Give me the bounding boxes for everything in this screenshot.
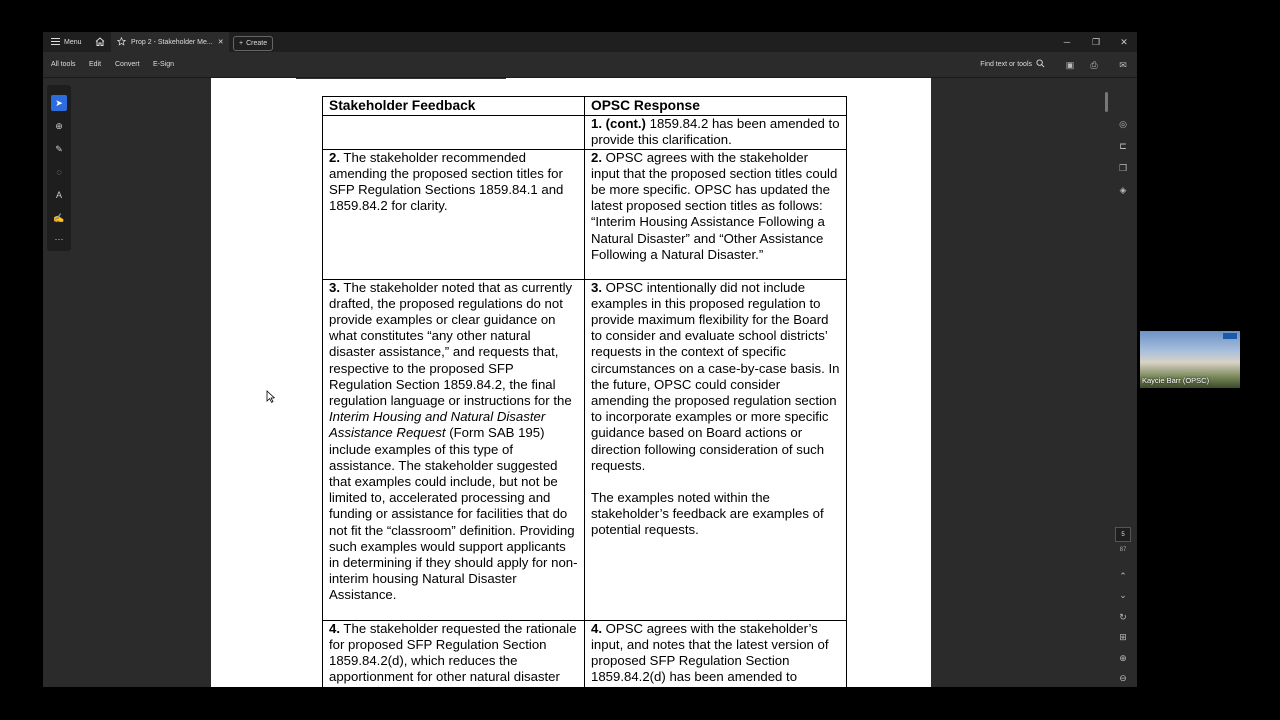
more-tools-icon[interactable]: ⋯ — [54, 233, 64, 244]
menu-convert[interactable]: Convert — [115, 61, 140, 68]
page-rule — [296, 78, 506, 79]
minimize-icon: ─ — [1063, 37, 1071, 47]
chevron-down-icon[interactable]: ⌄ — [1119, 589, 1127, 600]
page-total: 87 — [1119, 547, 1127, 553]
response-number: 2. — [591, 149, 602, 165]
pdf-viewer-window — [43, 32, 1137, 701]
feedback-text: The stakeholder noted that as currently drafted, the proposed regulations do not provide examples or clear guidance on what constitutes “any other natural disaster assistance,” and requests that, respective to the proposed SFP Regulation Section 1859.84.2, the final regulation language or instructions for the — [329, 279, 573, 409]
video-thumbnail[interactable] — [1140, 331, 1240, 388]
response-number: 4. — [591, 620, 602, 636]
pen-icon[interactable]: ✎ — [55, 143, 63, 154]
feedback-text-cont: (Form SAB 195) include examples of this type of assistance. The stakeholder suggested that examples could include, but not be limited to, accelerated processing and funding or assistance for facilities that do not fit the “classroom” definition. Providing such examples would support applicants in determining if they should apply for non-interim housing Natural Disaster Assistance. — [329, 425, 578, 603]
comment-icon[interactable]: ◎ — [1119, 118, 1127, 129]
right-sidebar — [1110, 78, 1137, 687]
response-number: 3. — [591, 279, 602, 295]
response-text: 1859.84.2 has been amended to provide this clarification. — [591, 116, 840, 148]
response-text: OPSC agrees with the stakeholder input that the proposed section titles could be more specific. OPSC has updated the latest proposed section titles as follows: “Interim Housing Assistance Following a Natural Disaster” and “Other Assistance Following a Natural Disaster.” — [591, 149, 838, 262]
response-cell — [585, 279, 847, 620]
quick-tools-rail — [47, 85, 71, 251]
feedback-table — [322, 96, 847, 703]
select-cursor-icon[interactable]: ➤ — [51, 95, 67, 111]
find-text-or-tools[interactable] — [980, 52, 1045, 77]
bookmark-icon[interactable]: ⊏ — [1119, 140, 1127, 151]
menu-all-tools[interactable]: All tools — [51, 61, 76, 68]
table-row — [323, 620, 847, 702]
save-icon[interactable]: ▣ — [1065, 59, 1075, 70]
restore-icon: ❐ — [1091, 36, 1101, 47]
menu-e-sign[interactable]: E-Sign — [153, 61, 175, 68]
feedback-text: The stakeholder recommended amending the proposed section titles for SFP Regulation Sections 1859.84.1 and 1859.84.2 for clarity. — [329, 149, 564, 214]
find-label: Find text or tools — [980, 61, 1032, 68]
print-icon[interactable]: ⎙ — [1090, 59, 1098, 70]
create-label: Create — [246, 39, 268, 47]
table-row — [323, 116, 847, 149]
video-badge — [1223, 333, 1237, 339]
vertical-scrollbar[interactable] — [1105, 92, 1108, 112]
feedback-text: The stakeholder requested the rationale for proposed SFP Regulation Section 1859.84.2(d), which reduces the apportionment for other natural disaster assistance by 60 percent of — [329, 620, 577, 701]
tab-document[interactable] — [111, 32, 229, 52]
menu-button[interactable] — [51, 32, 82, 52]
feedback-cell — [323, 116, 585, 149]
create-button[interactable] — [233, 36, 273, 51]
signature-icon[interactable]: ✍ — [53, 212, 65, 223]
feedback-cell — [323, 620, 585, 702]
title-bar — [43, 32, 1137, 52]
pages-icon[interactable]: ❒ — [1118, 162, 1128, 173]
layers-icon[interactable]: ◈ — [1119, 184, 1127, 195]
rotate-icon[interactable]: ↻ — [1119, 611, 1127, 622]
menu-edit[interactable]: Edit — [89, 61, 102, 68]
hamburger-icon — [51, 38, 60, 47]
pdf-page — [211, 78, 931, 701]
feedback-number: 4. — [329, 620, 340, 636]
response-number: 1. (cont.) — [591, 116, 646, 132]
menu-label: Menu — [64, 38, 82, 46]
zoom-out-icon[interactable]: ⊖ — [1119, 672, 1127, 683]
chevron-up-icon[interactable]: ⌃ — [1119, 570, 1127, 581]
page-number-input[interactable]: 5 — [1115, 527, 1131, 542]
main-toolbar — [43, 52, 1137, 78]
plus-icon: + — [239, 39, 244, 47]
close-icon: ✕ — [1120, 36, 1128, 47]
participant-name: Kaycie Barr (OPSC) — [1142, 376, 1210, 385]
feedback-number: 3. — [329, 279, 340, 295]
mouse-cursor-icon — [266, 390, 282, 406]
close-window-button[interactable] — [1114, 32, 1134, 52]
table-header-row — [323, 97, 847, 116]
zoom-in-icon[interactable]: ⊕ — [1119, 652, 1127, 663]
lasso-icon[interactable]: ◌ — [56, 167, 62, 177]
star-icon[interactable] — [117, 37, 126, 48]
response-text-cont: The examples noted within the stakeholder’s feedback are examples of potential requests. — [591, 490, 824, 538]
feedback-cell — [323, 279, 585, 620]
home-icon — [95, 37, 105, 48]
header-opsc-response: OPSC Response — [585, 97, 847, 116]
form-title-italic: Interim Housing and Natural Disaster Assistance Request — [329, 409, 546, 441]
header-stakeholder-feedback: Stakeholder Feedback — [323, 97, 585, 116]
response-text: OPSC intentionally did not include examples in this proposed regulation to provide maximum flexibility for the Board to consider and evaluate school districts’ requests in the context of specific circumstances on a case-by-case basis. In the future, OPSC could consider amending the proposed regulation section to incorporate examples or more specific guidance based on Board actions or direction following consideration of such requests. — [591, 279, 840, 473]
table-row — [323, 279, 847, 620]
close-tab-icon[interactable]: ✕ — [217, 39, 224, 46]
home-button[interactable] — [93, 32, 107, 52]
text-box-icon[interactable]: A — [55, 190, 62, 200]
minimize-button[interactable] — [1057, 32, 1077, 52]
fit-page-icon[interactable]: ⊞ — [1119, 631, 1127, 642]
paragraph-gap — [591, 474, 840, 490]
search-icon — [1036, 59, 1045, 70]
response-cell — [585, 149, 847, 279]
response-cell — [585, 116, 847, 149]
feedback-cell — [323, 149, 585, 279]
feedback-number: 2. — [329, 149, 340, 165]
response-text: OPSC agrees with the stakeholder’s input, and notes that the latest version of proposed SFP Regulation Section 1859.84.2(d) has been amended to specify that only the temporary — [591, 620, 829, 701]
restore-button[interactable] — [1086, 32, 1106, 52]
table-row — [323, 149, 847, 279]
email-icon[interactable]: ✉ — [1119, 59, 1127, 70]
tab-title: Prop 2 - Stakeholder Me... — [131, 38, 213, 46]
response-cell — [585, 620, 847, 702]
zoom-comment-icon[interactable]: ⊕ — [55, 120, 63, 131]
